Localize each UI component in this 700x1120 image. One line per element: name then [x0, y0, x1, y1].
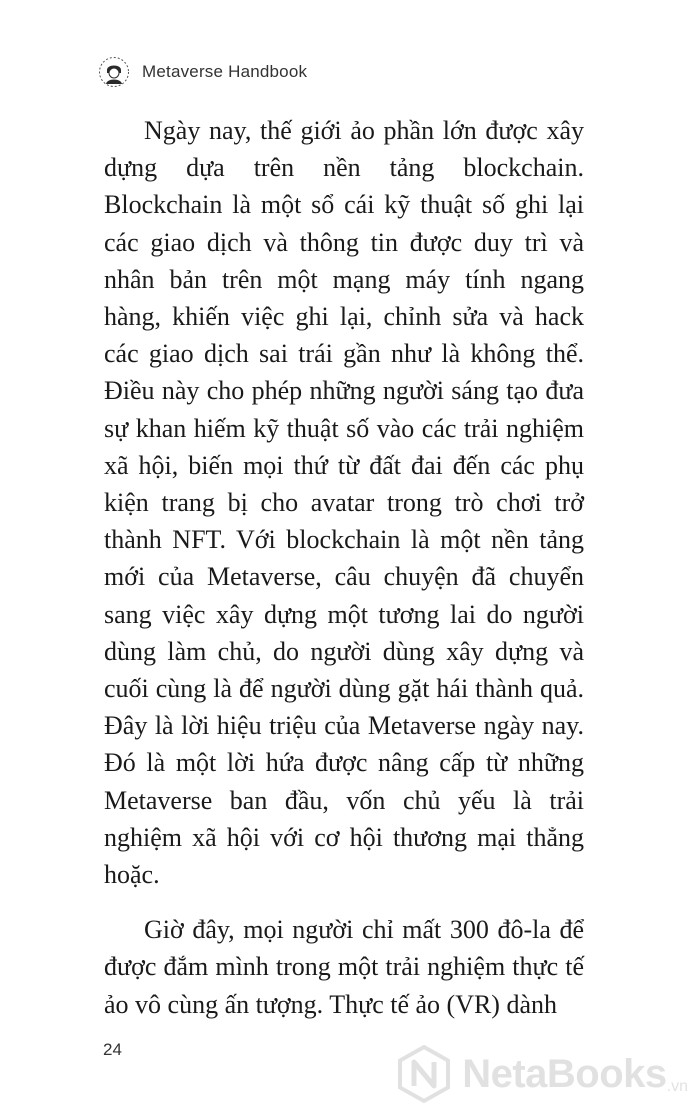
page-body	[104, 112, 584, 1041]
body-paragraph: Giờ đây, mọi người chỉ mất 300 đô-la để được đắm mình trong một trải nghiệm thực tế ảo vô cùng ấn tượng. Thực tế ảo (VR) dành	[104, 915, 584, 1019]
netabooks-logo-icon	[394, 1044, 454, 1104]
book-title: Metaverse Handbook	[142, 62, 308, 81]
page-header	[98, 52, 307, 92]
page-number: 24	[103, 1040, 122, 1059]
avatar-head-icon	[98, 56, 130, 88]
body-paragraph: Ngày nay, thế giới ảo phần lớn được xây dựng dựa trên nền tảng blockchain. Blockchain là một sổ cái kỹ thuật số ghi lại các giao dịch và thông tin được duy trì và nhân bản trên một mạng máy tính ngang hàng, khiến việc ghi lại, chỉnh sửa và hack các giao dịch sai trái gần như là không thể. Điều này cho phép những người sáng tạo đưa sự khan hiếm kỹ thuật số vào các trải nghiệm xã hội, biến mọi thứ từ đất đai đến các phụ kiện trang bị cho avatar trong trò chơi trở thành NFT. Với blockchain là một nền tảng mới của Metaverse, câu chuyện đã chuyển sang việc xây dựng một tương lai do người dùng làm chủ, do người dùng xây dựng và cuối cùng là để người dùng gặt hái thành quả. Đây là lời hiệu triệu của Metaverse ngày nay. Đó là một lời hứa được nâng cấp từ những Metaverse ban đầu, vốn chủ yếu là trải nghiệm xã hội với cơ hội thương mại thẳng hoặc.	[104, 116, 584, 890]
watermark	[394, 1044, 688, 1104]
watermark-text: NetaBooks	[462, 1051, 667, 1096]
watermark-suffix: .vn	[666, 1078, 688, 1095]
